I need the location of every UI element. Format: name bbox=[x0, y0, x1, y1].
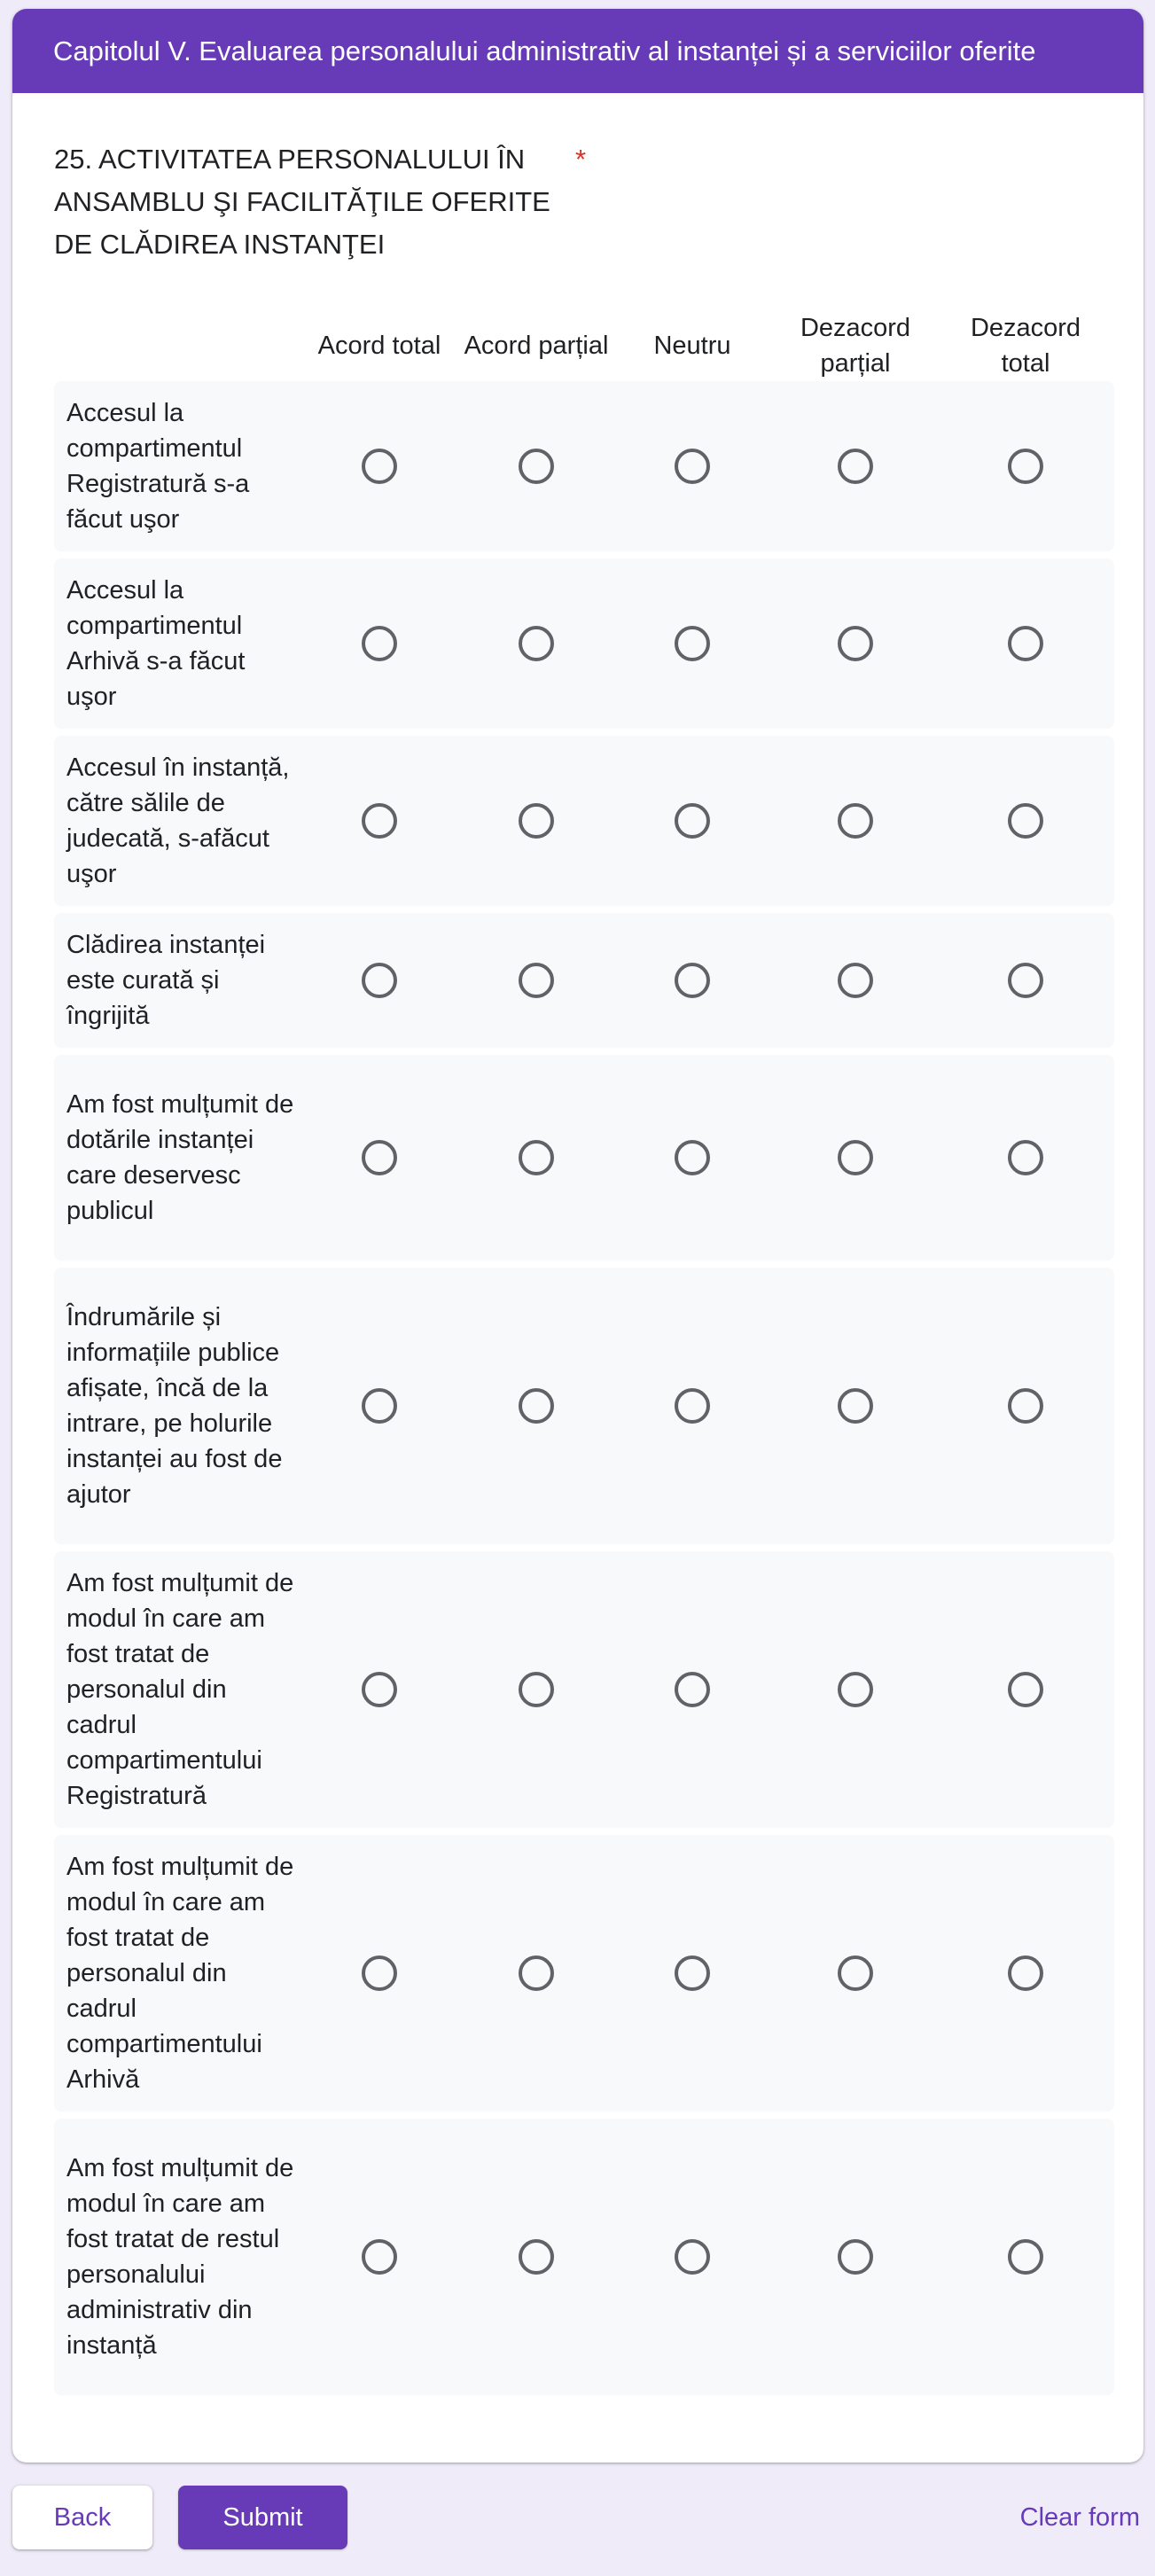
radio-acord-total[interactable] bbox=[362, 963, 397, 998]
radio-dezacord-partial[interactable] bbox=[838, 1140, 873, 1175]
clear-form-link[interactable]: Clear form bbox=[1019, 2502, 1140, 2532]
back-button[interactable]: Back bbox=[12, 2486, 152, 2549]
grid-row-building-clean bbox=[54, 913, 1114, 1048]
radio-dezacord-partial[interactable] bbox=[838, 2239, 873, 2275]
radio-dezacord-partial[interactable] bbox=[838, 1672, 873, 1707]
radio-dezacord-total[interactable] bbox=[1008, 2239, 1043, 2275]
radio-dezacord-partial[interactable] bbox=[838, 449, 873, 484]
row-label: Accesul în instanță, către sălile de judecată, s-afăcut uşor bbox=[66, 753, 290, 888]
column-header-neutru: Neutru bbox=[653, 332, 731, 360]
section-header bbox=[12, 9, 1143, 93]
row-label: Îndrumările și informațiile publice afișate, încă de la intrare, pe holurile instanței au fost de ajutor bbox=[66, 1303, 283, 1509]
radio-dezacord-total[interactable] bbox=[1008, 449, 1043, 484]
radio-acord-total[interactable] bbox=[362, 1955, 397, 1991]
radio-dezacord-total[interactable] bbox=[1008, 1955, 1043, 1991]
radio-acord-partial[interactable] bbox=[519, 1388, 554, 1424]
radio-acord-total[interactable] bbox=[362, 626, 397, 661]
radio-dezacord-partial[interactable] bbox=[838, 1955, 873, 1991]
column-header-dezacord-partial: Dezacord parțial bbox=[800, 314, 911, 378]
row-label: Accesul la compartimentul Arhivă s-a făcut uşor bbox=[66, 576, 246, 711]
row-label: Am fost mulțumit de modul în care am fost tratat de personalul din cadrul compartimentului Arhivă bbox=[66, 1853, 294, 2094]
grid-row-other-staff bbox=[54, 2119, 1114, 2395]
grid-row-courtroom-access bbox=[54, 736, 1114, 906]
row-label: Am fost mulțumit de modul în care am fost tratat de restul personalului administrativ din instanță bbox=[66, 2154, 294, 2360]
column-header-dezacord-total: Dezacord total bbox=[970, 314, 1081, 378]
radio-neutru[interactable] bbox=[675, 803, 710, 839]
radio-dezacord-total[interactable] bbox=[1008, 963, 1043, 998]
radio-acord-partial[interactable] bbox=[519, 626, 554, 661]
radio-neutru[interactable] bbox=[675, 1140, 710, 1175]
grid-row-public-information bbox=[54, 1268, 1114, 1544]
radio-dezacord-total[interactable] bbox=[1008, 1140, 1043, 1175]
grid-row-registratura-staff bbox=[54, 1551, 1114, 1828]
radio-acord-partial[interactable] bbox=[519, 1672, 554, 1707]
radio-dezacord-total[interactable] bbox=[1008, 626, 1043, 661]
radio-neutru[interactable] bbox=[675, 1672, 710, 1707]
column-header-acord-partial: Acord parțial bbox=[464, 332, 609, 360]
radio-neutru[interactable] bbox=[675, 1388, 710, 1424]
radio-dezacord-partial[interactable] bbox=[838, 963, 873, 998]
radio-acord-partial[interactable] bbox=[519, 449, 554, 484]
radio-acord-total[interactable] bbox=[362, 803, 397, 839]
radio-acord-total[interactable] bbox=[362, 449, 397, 484]
radio-acord-total[interactable] bbox=[362, 1140, 397, 1175]
grid-row-registratura-access bbox=[54, 381, 1114, 551]
radio-neutru[interactable] bbox=[675, 626, 710, 661]
radio-acord-partial[interactable] bbox=[519, 803, 554, 839]
row-label: Clădirea instanței este curată și îngrijită bbox=[66, 931, 266, 1030]
radio-neutru[interactable] bbox=[675, 1955, 710, 1991]
radio-dezacord-total[interactable] bbox=[1008, 1672, 1043, 1707]
required-asterisk: * bbox=[575, 144, 587, 175]
radio-dezacord-partial[interactable] bbox=[838, 1388, 873, 1424]
row-label: Accesul la compartimentul Registratură s-a făcut uşor bbox=[66, 399, 250, 534]
radio-neutru[interactable] bbox=[675, 963, 710, 998]
grid-row-arhiva-access bbox=[54, 558, 1114, 729]
radio-dezacord-total[interactable] bbox=[1008, 1388, 1043, 1424]
question-title: 25. ACTIVITATEA PERSONALULUI ÎN ANSAMBLU ŞI FACILITĂŢILE OFERITE DE CLĂDIREA INSTANŢEI bbox=[54, 144, 550, 260]
section-title: Capitolul V. Evaluarea personalului administrativ al instanței și a serviciilor oferite bbox=[53, 35, 1036, 66]
radio-acord-partial[interactable] bbox=[519, 2239, 554, 2275]
grid-column-headers bbox=[54, 301, 1114, 390]
radio-neutru[interactable] bbox=[675, 449, 710, 484]
radio-acord-total[interactable] bbox=[362, 2239, 397, 2275]
submit-button[interactable]: Submit bbox=[178, 2486, 347, 2549]
grid-row-public-facilities bbox=[54, 1055, 1114, 1261]
radio-acord-partial[interactable] bbox=[519, 1140, 554, 1175]
row-label: Am fost mulțumit de modul în care am fost tratat de personalul din cadrul compartimentului Registratură bbox=[66, 1569, 294, 1810]
radio-dezacord-partial[interactable] bbox=[838, 803, 873, 839]
radio-neutru[interactable] bbox=[675, 2239, 710, 2275]
radio-dezacord-total[interactable] bbox=[1008, 803, 1043, 839]
column-header-acord-total: Acord total bbox=[317, 332, 441, 360]
radio-dezacord-partial[interactable] bbox=[838, 626, 873, 661]
radio-acord-total[interactable] bbox=[362, 1388, 397, 1424]
radio-acord-partial[interactable] bbox=[519, 1955, 554, 1991]
radio-acord-total[interactable] bbox=[362, 1672, 397, 1707]
form-card bbox=[12, 9, 1143, 2463]
grid-row-arhiva-staff bbox=[54, 1835, 1114, 2112]
row-label: Am fost mulțumit de dotările instanței care deservesc publicul bbox=[66, 1090, 294, 1225]
radio-acord-partial[interactable] bbox=[519, 963, 554, 998]
